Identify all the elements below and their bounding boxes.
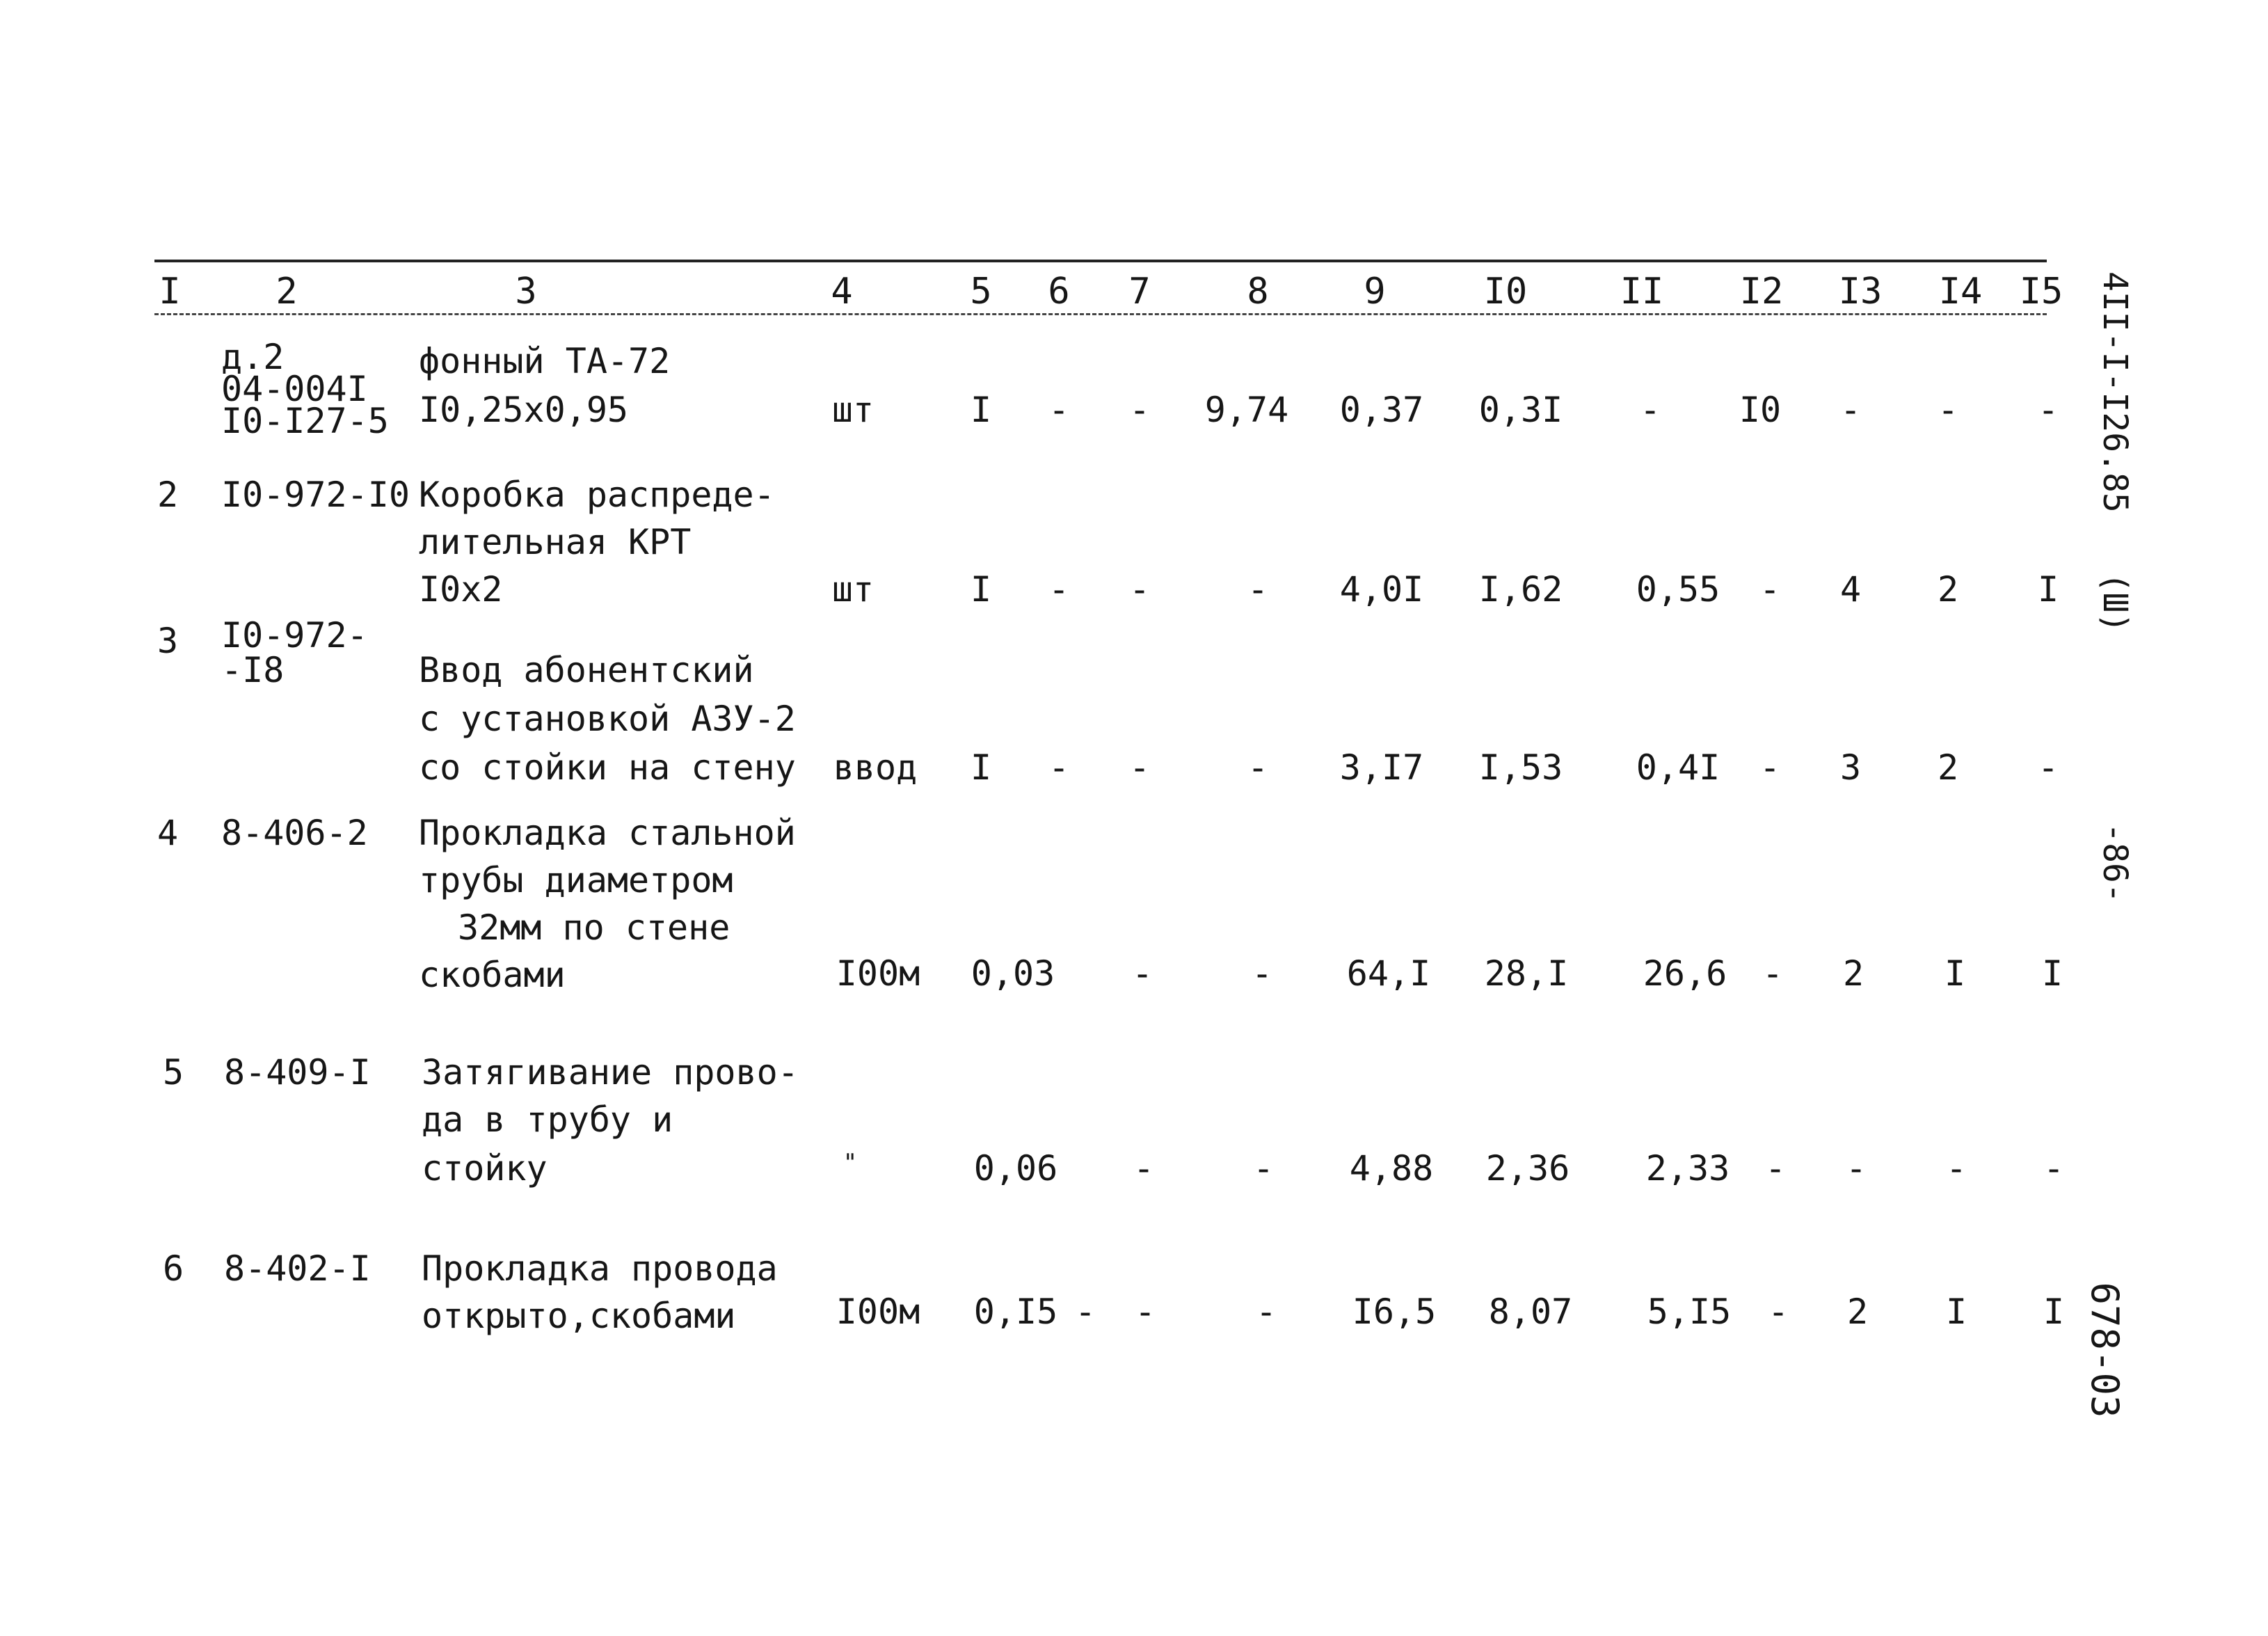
row-col-5: I [970, 747, 992, 788]
row-name-line: стойку [422, 1148, 548, 1189]
row-unit: шт [831, 569, 875, 610]
row-col-5: I [970, 569, 992, 610]
row-name-line: лительная КРТ [419, 522, 692, 562]
row-col-10: 28,I [1484, 953, 1569, 994]
row-name-line: открыто,скобами [422, 1296, 736, 1336]
section-mark: (Ш) [2095, 572, 2134, 633]
row-col-12: - [1759, 747, 1781, 788]
row-number: 5 [163, 1052, 184, 1093]
row-col-8: - [1247, 747, 1269, 788]
row-col-14: I [1945, 1292, 1967, 1332]
row-code-line: 8-409-I [224, 1052, 371, 1093]
row-unit: I00м [836, 953, 920, 994]
column-header-8: 8 [1247, 271, 1269, 312]
row-code-line: -I8 [221, 650, 285, 690]
row-col-9: 0,37 [1339, 390, 1424, 430]
row-col-8: - [1251, 953, 1273, 994]
row-col-13: 4 [1839, 569, 1862, 610]
row-col-12: I0 [1739, 390, 1782, 430]
column-header-11: II [1620, 271, 1664, 312]
row-col-6: - [1074, 1292, 1096, 1332]
row-number: 6 [163, 1248, 184, 1289]
row-code-line: 8-402-I [224, 1248, 371, 1289]
row-code-line: I0-I27-5 [221, 401, 389, 441]
row-col-11: 26,6 [1643, 953, 1727, 994]
row-col-5: 0,06 [973, 1148, 1058, 1189]
column-header-5: 5 [970, 271, 992, 312]
column-header-15: I5 [2019, 271, 2063, 312]
row-name-line: трубы диаметром [419, 860, 733, 900]
column-header-7: 7 [1128, 271, 1151, 312]
row-col-9: 64,I [1346, 953, 1431, 994]
row-name-line: Коробка распреде- [419, 475, 775, 515]
row-col-12: - [1764, 1148, 1787, 1189]
column-header-14: I4 [1938, 271, 1983, 312]
row-col-8: - [1255, 1292, 1277, 1332]
row-name-line: с установкой АЗУ-2 [419, 699, 796, 739]
row-number: 2 [157, 475, 179, 515]
row-number: 4 [157, 813, 179, 853]
row-col-13: - [1839, 390, 1862, 430]
row-col-8: 9,74 [1204, 390, 1289, 430]
column-header-13: I3 [1838, 271, 1883, 312]
row-col-11: 2,33 [1645, 1148, 1730, 1189]
row-col-9: 3,I7 [1339, 747, 1424, 788]
row-col-11: 5,I5 [1647, 1292, 1732, 1332]
row-name-line: фонный ТА-72 [419, 341, 671, 381]
row-col-5: 0,03 [971, 953, 1055, 994]
column-header-1: I [159, 271, 181, 312]
row-col-8: - [1252, 1148, 1275, 1189]
row-col-9: 4,0I [1339, 569, 1424, 610]
row-col-7: - [1131, 953, 1153, 994]
row-number: 3 [157, 621, 179, 661]
row-col-7: - [1133, 1148, 1155, 1189]
column-header-6: 6 [1048, 271, 1070, 312]
row-col-15: I [2043, 1292, 2065, 1332]
row-col-11: 0,55 [1636, 569, 1720, 610]
row-name-line: I0,25х0,95 [419, 390, 629, 430]
column-header-4: 4 [831, 271, 853, 312]
column-header-2: 2 [275, 271, 298, 312]
row-col-10: I,62 [1478, 569, 1563, 610]
row-col-12: - [1759, 569, 1781, 610]
row-code-line: I0-972- [221, 615, 368, 656]
row-col-10: 0,3I [1478, 390, 1563, 430]
row-col-15: - [2037, 747, 2059, 788]
row-name-line: скобами [419, 955, 566, 995]
column-header-12: I2 [1739, 271, 1784, 312]
row-col-10: I,53 [1478, 747, 1563, 788]
row-col-14: 2 [1937, 569, 1959, 610]
row-col-9: 4,88 [1349, 1148, 1434, 1189]
row-name-line: со стойки на стену [419, 747, 796, 788]
row-col-14: - [1937, 390, 1959, 430]
column-header-9: 9 [1364, 271, 1386, 312]
row-name-line: да в трубу и [422, 1099, 673, 1140]
row-col-15: - [2043, 1148, 2065, 1189]
row-name-line: Ввод абонентский [419, 650, 754, 690]
row-code-line: 8-406-2 [221, 813, 368, 853]
row-name-line: Прокладка стальной [419, 813, 796, 853]
row-code-line: I0-972-I0 [221, 475, 410, 515]
row-col-15: I [2037, 569, 2059, 610]
row-col-9: I6,5 [1352, 1292, 1437, 1332]
row-col-15: I [2041, 953, 2063, 994]
row-col-15: - [2037, 390, 2059, 430]
row-col-13: - [1845, 1148, 1867, 1189]
document-code: 4II-I-I26.85 [2095, 271, 2134, 513]
row-col-5: I [970, 390, 992, 430]
row-col-10: 8,07 [1488, 1292, 1573, 1332]
row-col-7: - [1134, 1292, 1156, 1332]
row-code-line: 04-004I [221, 369, 368, 409]
row-col-8: - [1247, 569, 1269, 610]
row-col-13: 2 [1846, 1292, 1869, 1332]
table-top-rule [154, 260, 2047, 262]
row-col-12: - [1762, 953, 1784, 994]
row-col-7: - [1128, 390, 1151, 430]
row-unit: I00м [836, 1292, 920, 1332]
page-number: -86- [2095, 823, 2134, 903]
sheet-number: 678-03 [2083, 1282, 2127, 1418]
row-col-6: - [1048, 569, 1070, 610]
row-col-10: 2,36 [1485, 1148, 1570, 1189]
row-name-line: Прокладка провода [422, 1248, 778, 1289]
column-header-3: 3 [515, 271, 537, 312]
row-col-13: 3 [1839, 747, 1862, 788]
row-name-line: 32мм по стене [458, 907, 730, 948]
row-col-12: - [1767, 1292, 1789, 1332]
row-col-13: 2 [1842, 953, 1864, 994]
column-header-10: I0 [1483, 271, 1528, 312]
row-col-7: - [1128, 569, 1151, 610]
row-name-line: Затягивание прово- [422, 1052, 799, 1093]
row-col-6: - [1048, 747, 1070, 788]
row-name-line: I0х2 [419, 569, 503, 610]
row-col-11: 0,4I [1636, 747, 1720, 788]
row-col-11: - [1639, 390, 1661, 430]
row-code-line: д.2 [221, 337, 285, 377]
row-col-7: - [1128, 747, 1151, 788]
row-col-5: 0,I5 [973, 1292, 1058, 1332]
row-col-6: - [1048, 390, 1070, 430]
row-col-14: I [1944, 953, 1966, 994]
row-unit-ditto: " [842, 1149, 858, 1177]
row-col-14: - [1945, 1148, 1967, 1189]
row-unit: ввод [833, 747, 918, 788]
row-unit: шт [831, 390, 875, 430]
row-col-14: 2 [1937, 747, 1959, 788]
